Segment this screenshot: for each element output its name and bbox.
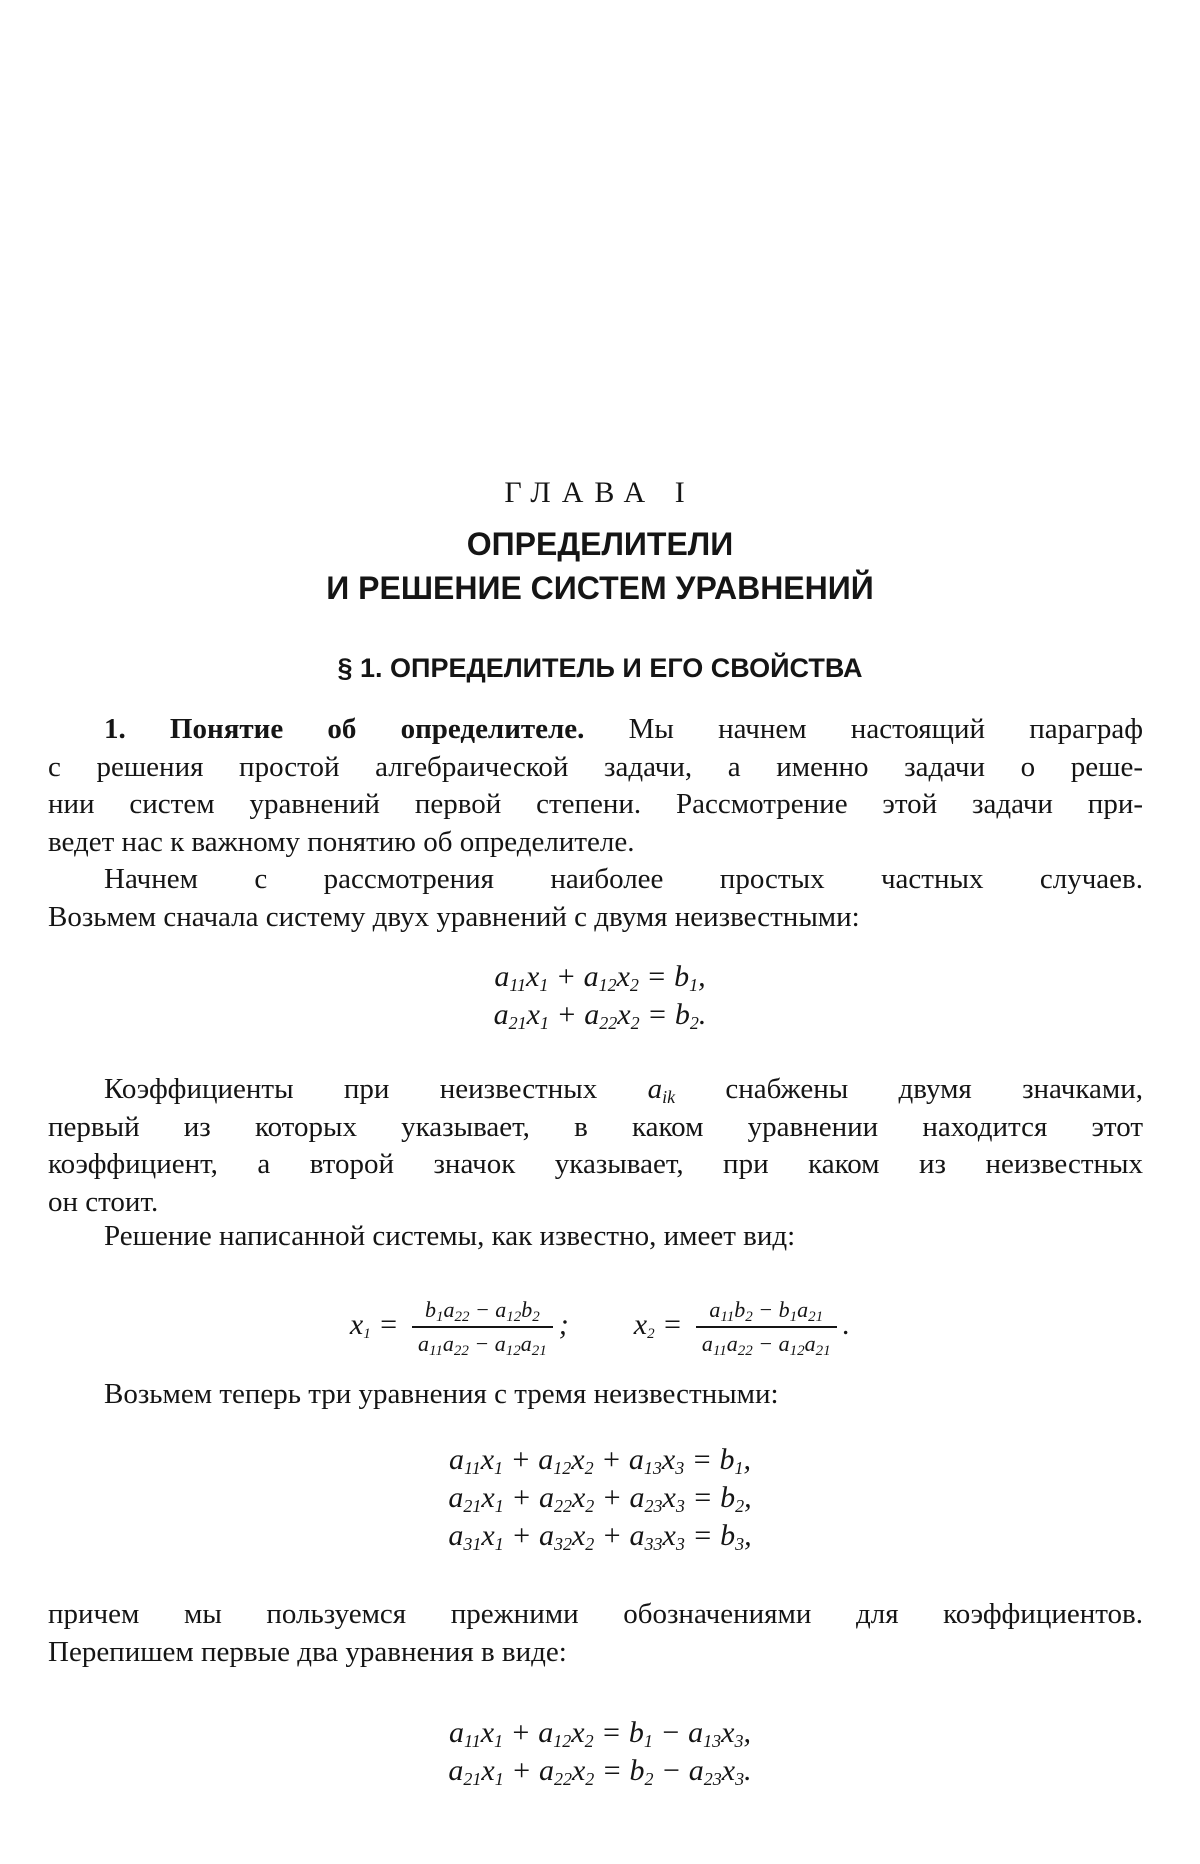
fraction-x1: $\frac{b_1a_{22} - a_{12}b_2}{a_{11}a_{22} - a_{12}a_{21}}$ <box>412 1297 553 1357</box>
fraction-x2: $\frac{a_{11}b_2 - b_1a_{21}}{a_{11}a_{22} - a_{12}a_{21}}$ <box>696 1297 837 1357</box>
equation-row: $a_{11}x_1 + a_{12}x_2 = b_1 - a_{13}x_3$, <box>449 1716 751 1751</box>
paragraph-3-line-3: коэффициент, а второй значок указывает, при каком из неизвестных <box>48 1148 1143 1180</box>
paragraph-3 <box>48 1071 1143 1221</box>
equation-row: $a_{21}x_1 + a_{22}x_2 = b_2$. <box>493 998 707 1033</box>
paragraph-1-line-1-text: Мы начнем настоящий параграф <box>628 713 1144 745</box>
equation-row: $a_{31}x_1 + a_{32}x_2 + a_{33}x_3 = b_3$, <box>448 1519 752 1554</box>
paragraph-4 <box>48 1218 1143 1256</box>
subsection-heading: 1. Понятие об определителе. <box>104 713 585 745</box>
paragraph-5 <box>48 1376 1143 1414</box>
chapter-label: ГЛАВА I <box>504 476 696 509</box>
equation-system-rewritten <box>0 1714 1200 1790</box>
chapter-title-line-1: ОПРЕДЕЛИТЕЛИ <box>466 526 734 562</box>
paragraph-2-line-1: Начнем с рассмотрения наиболее простых частных случаев. <box>104 863 1143 895</box>
paragraph-1 <box>48 711 1143 861</box>
coefficient-symbol: $a_{ik}$ <box>647 1073 676 1107</box>
solution-formulas: $x_1$ = $\frac{b_1a_{22} - a_{12}b_2}{a_{11}a_{22} - a_{12}a_{21}}$ ; $x_2$ = $\frac{a_{11}b_2 - b_1a_{21}}{a_{11}a_{22} - a_{12}a_{21}}$ . <box>349 1297 851 1359</box>
equation-row: $a_{21}x_1 + a_{22}x_2 = b_2 - a_{23}x_3$. <box>448 1754 752 1789</box>
paragraph-3-line-4: он стоит. <box>48 1185 159 1218</box>
paragraph-1-line-2: с решения простой алгебраической задачи, а именно задачи о реше- <box>48 750 1143 783</box>
equation-system-three <box>0 1441 1200 1555</box>
chapter-title-line-2: И РЕШЕНИЕ СИСТЕМ УРАВНЕНИЙ <box>326 570 874 606</box>
chapter-title <box>0 522 1200 610</box>
paragraph-5-line-1: Возьмем теперь три уравнения с тремя неизвестными: <box>104 1378 779 1410</box>
paragraph-1-line-3: нии систем уравнений первой степени. Рассмотрение этой задачи при- <box>48 788 1143 820</box>
paragraph-1-line-4: ведет нас к важному понятию об определителе. <box>48 825 635 858</box>
paragraph-2-line-2: Возьмем сначала систему двух уравнений с двумя неизвестными: <box>48 900 860 933</box>
equation-row: $a_{21}x_1 + a_{22}x_2 + a_{23}x_3 = b_2$, <box>448 1481 752 1516</box>
section-title: § 1. ОПРЕДЕЛИТЕЛЬ И ЕГО СВОЙСТВА <box>337 653 863 683</box>
equation-row: $a_{11}x_1 + a_{12}x_2 + a_{13}x_3 = b_1$, <box>449 1443 751 1478</box>
paragraph-6 <box>48 1596 1143 1671</box>
paragraph-2 <box>48 861 1143 936</box>
paragraph-6-line-1: причем мы пользуемся прежними обозначениями для коэффициентов. <box>48 1598 1143 1630</box>
paragraph-1-line-1 <box>48 711 1143 749</box>
paragraph-4-line-1: Решение написанной системы, как известно, имеет вид: <box>104 1220 796 1252</box>
equation-row: $a_{11}x_1 + a_{12}x_2 = b_1$, <box>494 960 706 995</box>
equation-system-two <box>0 958 1200 1034</box>
paragraph-6-line-2: Перепишем первые два уравнения в виде: <box>48 1635 567 1668</box>
paragraph-3-line-1: Коэффициенты при неизвестных $a_{ik}$ снабжены двумя значками, <box>104 1073 1143 1107</box>
paragraph-3-line-2: первый из которых указывает, в каком уравнении находится этот <box>48 1110 1143 1143</box>
